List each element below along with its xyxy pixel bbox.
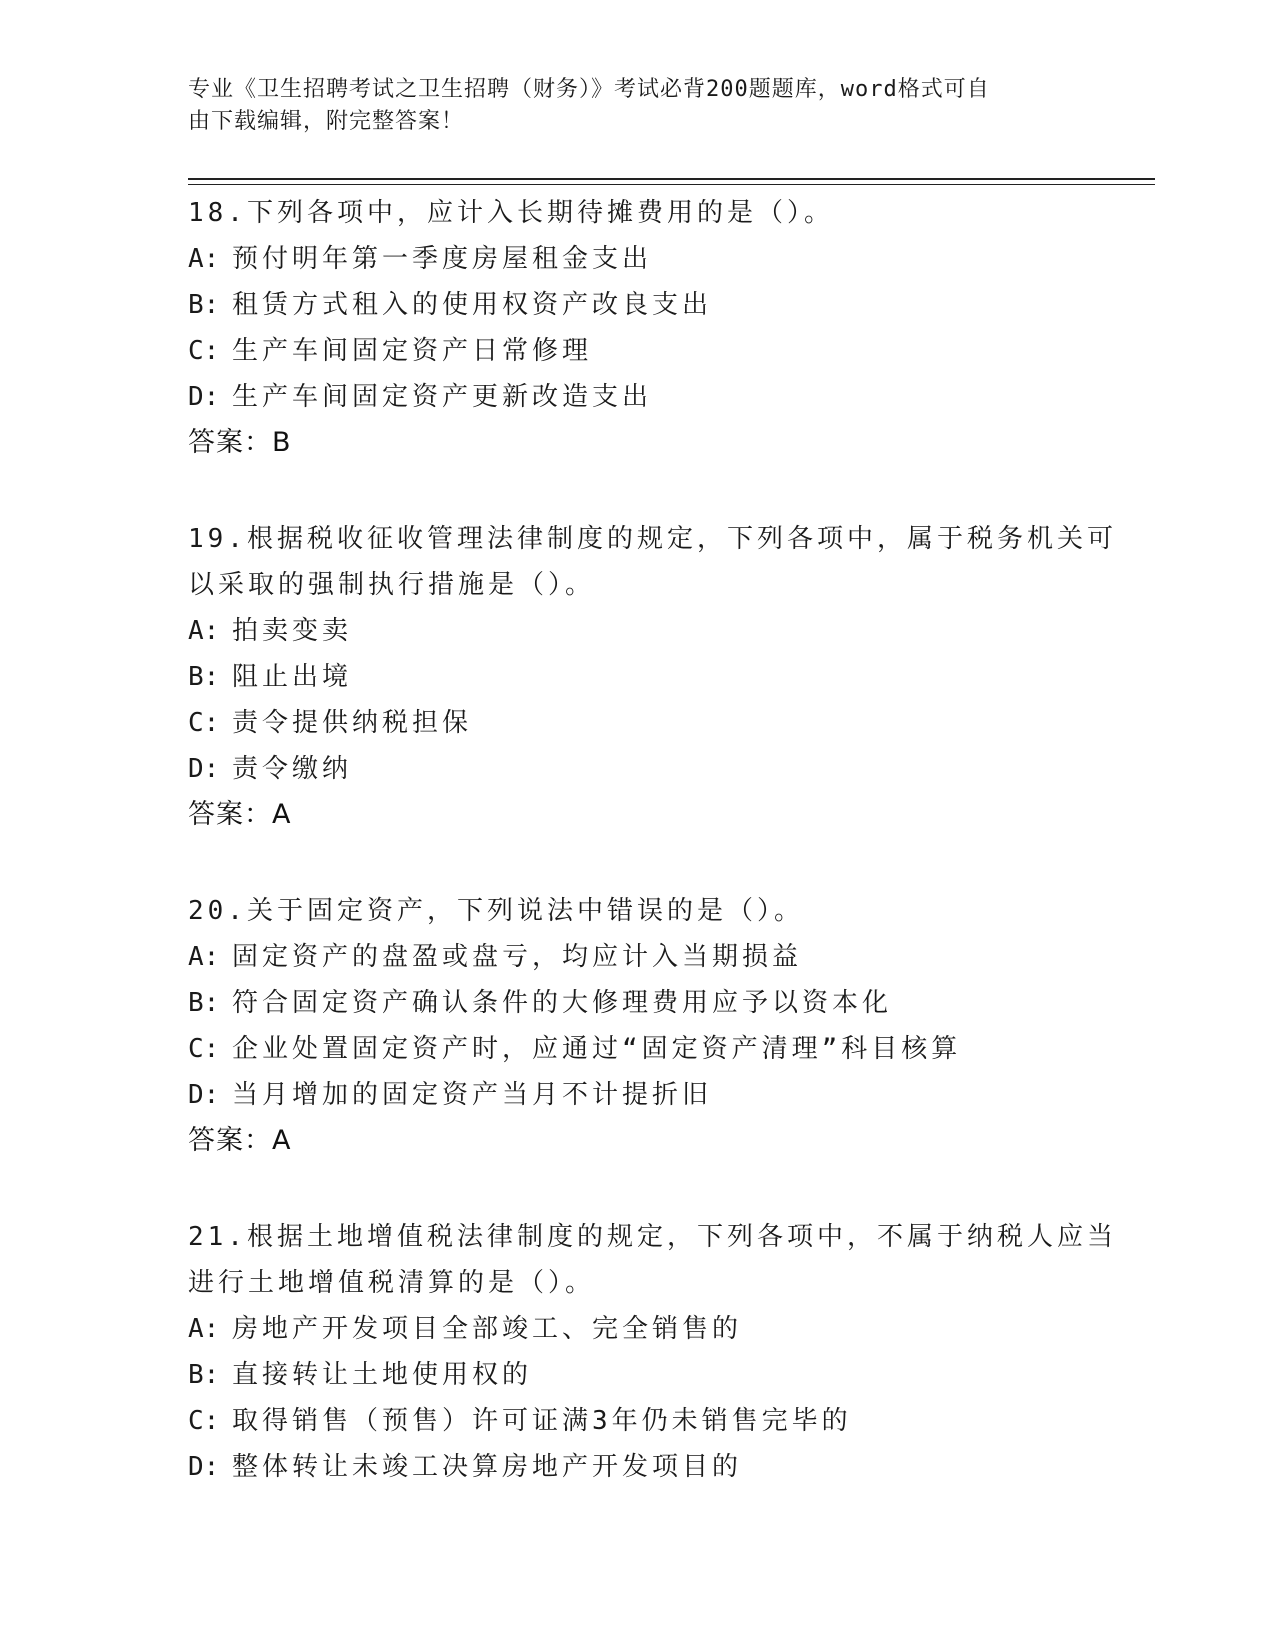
option-text: 符合固定资产确认条件的大修理费用应予以资本化 [232, 988, 893, 1018]
option-text: 企业处置固定资产时，应通过“固定资产清理”科目核算 [232, 1034, 962, 1064]
option-c [188, 328, 1148, 374]
option-text: 责令缴纳 [232, 754, 353, 784]
option-letter: D: [188, 754, 220, 784]
option-b [188, 654, 1148, 700]
question-stem-continued: 进行土地增值税清算的是（）。 [188, 1268, 596, 1298]
option-d [188, 1444, 1148, 1490]
option-b [188, 282, 1148, 328]
option-text: 取得销售（预售）许可证满3年仍未销售完毕的 [232, 1406, 852, 1436]
option-c [188, 700, 1148, 746]
option-text: 预付明年第一季度房屋租金支出 [232, 244, 653, 274]
answer-line: 答案：B [188, 427, 292, 458]
option-d [188, 374, 1148, 420]
question-stem: 19.根据税收征收管理法律制度的规定，下列各项中，属于税务机关可 [188, 524, 1117, 554]
answer-line: 答案：A [188, 1125, 292, 1156]
option-text: 生产车间固定资产更新改造支出 [232, 382, 653, 412]
option-text: 责令提供纳税担保 [232, 708, 473, 738]
option-a [188, 608, 1148, 654]
option-letter: D: [188, 382, 220, 412]
option-b [188, 1352, 1148, 1398]
option-d [188, 746, 1148, 792]
option-text: 拍卖变卖 [232, 616, 353, 646]
option-a [188, 1306, 1148, 1352]
header-line-1: 专业《卫生招聘考试之卫生招聘（财务）》考试必背200题题库，word格式可自 [188, 77, 990, 102]
option-c [188, 1026, 1148, 1072]
option-text: 直接转让土地使用权的 [232, 1360, 533, 1390]
question-19 [188, 516, 1148, 838]
option-letter: A: [188, 1314, 220, 1344]
option-letter: B: [188, 988, 220, 1018]
header-divider-thin [188, 184, 1155, 185]
page-header [188, 74, 1088, 138]
option-letter: B: [188, 1360, 220, 1390]
option-a [188, 236, 1148, 282]
option-letter: C: [188, 336, 220, 366]
question-stem-continued: 以采取的强制执行措施是（）。 [188, 570, 596, 600]
question-20 [188, 888, 1148, 1164]
question-stem: 21.根据土地增值税法律制度的规定，下列各项中，不属于纳税人应当 [188, 1222, 1117, 1252]
answer-line: 答案：A [188, 799, 292, 830]
option-text: 房地产开发项目全部竣工、完全销售的 [232, 1314, 743, 1344]
option-c [188, 1398, 1148, 1444]
option-text: 固定资产的盘盈或盘亏，均应计入当期损益 [232, 942, 803, 972]
option-d [188, 1072, 1148, 1118]
option-letter: A: [188, 942, 220, 972]
option-letter: B: [188, 662, 220, 692]
option-text: 当月增加的固定资产当月不计提折旧 [232, 1080, 713, 1110]
option-letter: C: [188, 1406, 220, 1436]
option-letter: D: [188, 1080, 220, 1110]
option-text: 整体转让未竣工决算房地产开发项目的 [232, 1452, 743, 1482]
option-letter: B: [188, 290, 220, 320]
option-letter: C: [188, 1034, 220, 1064]
question-18 [188, 190, 1148, 466]
option-letter: C: [188, 708, 220, 738]
option-letter: D: [188, 1452, 220, 1482]
header-divider [188, 178, 1155, 180]
option-letter: A: [188, 244, 220, 274]
option-letter: A: [188, 616, 220, 646]
option-text: 阻止出境 [232, 662, 353, 692]
question-stem: 18.下列各项中，应计入长期待摊费用的是（）。 [188, 198, 834, 228]
option-b [188, 980, 1148, 1026]
option-a [188, 934, 1148, 980]
question-list [188, 190, 1148, 1540]
question-stem: 20.关于固定资产，下列说法中错误的是（）。 [188, 896, 804, 926]
option-text: 生产车间固定资产日常修理 [232, 336, 593, 366]
option-text: 租赁方式租入的使用权资产改良支出 [232, 290, 713, 320]
header-line-2: 由下载编辑，附完整答案！ [188, 109, 465, 134]
question-21 [188, 1214, 1148, 1490]
